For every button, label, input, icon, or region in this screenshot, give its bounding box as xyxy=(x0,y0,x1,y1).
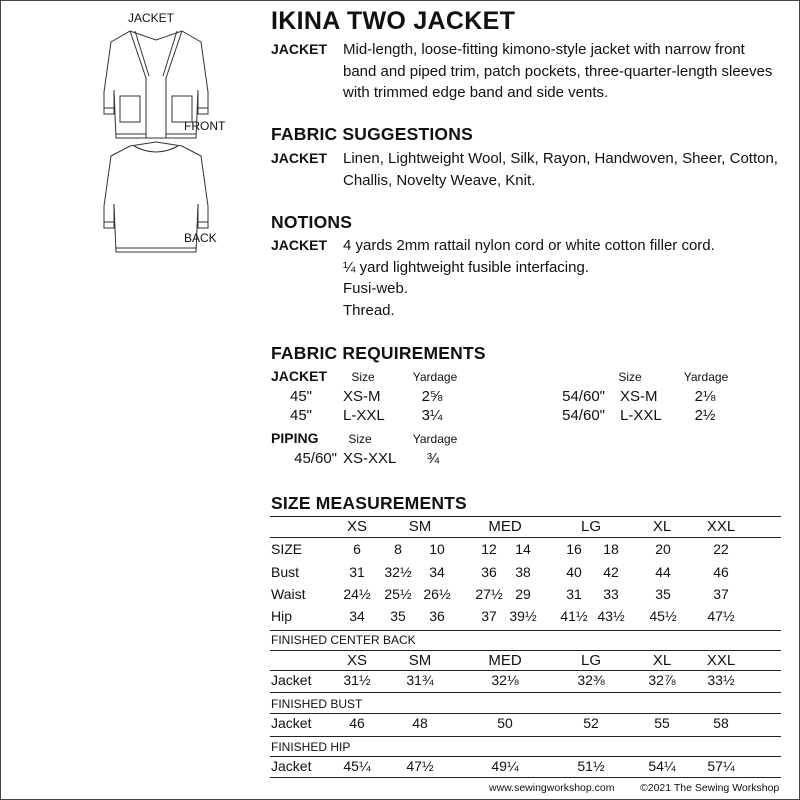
table-cell: 34 xyxy=(429,564,445,580)
table-cell: 42 xyxy=(603,564,619,580)
table-cell: 34 xyxy=(349,608,365,624)
table-rule xyxy=(270,756,781,757)
fabric-width: 45" xyxy=(289,388,312,405)
table-cell: 33 xyxy=(603,586,619,602)
table-cell: 25½ xyxy=(384,586,412,602)
fabric-suggestions-text: Linen, Lightweight Wool, Silk, Rayon, Handwoven, Sheer, Cotton, Challis, Novelty Weave, Knit. xyxy=(343,150,778,189)
size-group-label: XXL xyxy=(706,518,736,535)
fabric-width: 54/60" xyxy=(562,407,605,424)
table-cell: 6 xyxy=(353,541,361,557)
table-cell: 47½ xyxy=(406,758,434,774)
table-cell: 38 xyxy=(515,564,531,580)
description-label: JACKET xyxy=(271,41,328,57)
table-cell: 22 xyxy=(713,541,729,557)
fabric-yardage: 3¼ xyxy=(421,407,443,424)
size-group-label: MED xyxy=(488,518,522,535)
size-column-header: Size xyxy=(351,370,375,384)
table-cell: 36 xyxy=(481,564,497,580)
table-rule xyxy=(270,692,781,693)
table-cell: 58 xyxy=(713,715,729,731)
size-group-label: SM xyxy=(408,652,432,669)
table-cell: 49¼ xyxy=(491,758,519,774)
table-cell: 45½ xyxy=(649,608,677,624)
size-group-label: XXL xyxy=(706,652,736,669)
size-group-label: SM xyxy=(408,518,432,535)
table-cell: 48 xyxy=(412,715,428,731)
piping-size: XS-XXL xyxy=(343,450,397,467)
table-rule xyxy=(270,516,781,517)
row-label: Waist xyxy=(271,586,306,602)
table-rule xyxy=(270,537,781,538)
table-rule xyxy=(270,650,781,651)
table-cell: 51½ xyxy=(577,758,605,774)
table-cell: 57¼ xyxy=(707,758,735,774)
table-cell: 31 xyxy=(349,564,365,580)
table-cell: 31 xyxy=(566,586,582,602)
table-cell: 39½ xyxy=(509,608,537,624)
notions-label: JACKET xyxy=(271,237,328,253)
description-text: Mid-length, loose-fitting kimono-style jacket with narrow front band and piped trim, patch pockets, three-quarter-length sleeves with trimmed edge band and side vents. xyxy=(343,41,773,101)
table-cell: 32⅜ xyxy=(577,672,605,688)
fabric-size: XS-M xyxy=(620,388,658,405)
table-rule xyxy=(270,630,781,631)
size-column-header: Size xyxy=(348,432,372,446)
table-cell: 14 xyxy=(515,541,531,557)
piping-label: PIPING xyxy=(271,430,319,446)
fabric-yardage: 2½ xyxy=(694,407,716,424)
table-cell: 16 xyxy=(566,541,582,557)
back-view-label: BACK xyxy=(184,231,217,245)
table-cell: 44 xyxy=(655,564,671,580)
fabric-suggestions-heading: FABRIC SUGGESTIONS xyxy=(271,124,473,144)
table-cell: 33½ xyxy=(707,672,735,688)
table-cell: 26½ xyxy=(423,586,451,602)
row-label: Jacket xyxy=(271,715,312,731)
fabric-size: L-XXL xyxy=(620,407,662,424)
jacket-illustration-label: JACKET xyxy=(128,11,175,25)
table-cell: 52 xyxy=(583,715,599,731)
table-cell: 8 xyxy=(394,541,402,557)
fabric-width: 45" xyxy=(289,407,312,424)
finished-bust-heading: FINISHED BUST xyxy=(271,697,363,711)
size-group-label: LG xyxy=(580,652,602,669)
table-cell: 54¼ xyxy=(648,758,676,774)
finished-hip-heading: FINISHED HIP xyxy=(271,740,351,754)
size-group-label: XS xyxy=(346,652,368,669)
table-cell: 55 xyxy=(654,715,670,731)
notions-heading: NOTIONS xyxy=(271,212,353,232)
size-group-label: MED xyxy=(488,652,522,669)
table-cell: 32⅛ xyxy=(491,672,519,688)
size-measurements-heading: SIZE MEASUREMENTS xyxy=(271,493,467,513)
table-cell: 27½ xyxy=(475,586,503,602)
front-view-label: FRONT xyxy=(184,119,226,133)
fabric-requirements-jacket-label: JACKET xyxy=(271,368,328,384)
row-label: Bust xyxy=(271,564,300,580)
table-rule xyxy=(270,670,781,671)
piping-yardage: ¾ xyxy=(426,450,440,467)
table-cell: 24½ xyxy=(343,586,371,602)
row-label: Jacket xyxy=(271,758,312,774)
notions-list: 4 yards 2mm rattail nylon cord or white cotton filler cord. ¼ yard lightweight fusible interfacing. Fusi-web. Thread. xyxy=(343,237,715,319)
piping-width: 45/60" xyxy=(294,450,337,467)
table-cell: 36 xyxy=(429,608,445,624)
table-cell: 46 xyxy=(713,564,729,580)
website-link[interactable]: www.sewingworkshop.com xyxy=(489,782,615,794)
yardage-column-header: Yardage xyxy=(412,432,458,446)
size-column-header: Size xyxy=(618,370,642,384)
table-rule xyxy=(270,713,781,714)
table-cell: 37 xyxy=(481,608,497,624)
row-label: Hip xyxy=(271,608,293,624)
fabric-size: XS-M xyxy=(343,388,381,405)
fabric-suggestions-label: JACKET xyxy=(271,150,328,166)
size-group-label: XS xyxy=(346,518,368,535)
fabric-width: 54/60" xyxy=(562,388,605,405)
table-cell: 46 xyxy=(349,715,365,731)
fabric-yardage: 2⅛ xyxy=(694,388,716,405)
size-group-label: LG xyxy=(580,518,602,535)
table-rule xyxy=(270,777,781,778)
fabric-yardage: 2⅝ xyxy=(421,388,443,405)
table-cell: 35 xyxy=(655,586,671,602)
table-cell: 29 xyxy=(515,586,531,602)
copyright-text: ©2021 The Sewing Workshop xyxy=(640,782,780,794)
table-cell: 32⅞ xyxy=(648,672,676,688)
table-cell: 45¼ xyxy=(343,758,371,774)
table-cell: 41½ xyxy=(560,608,588,624)
table-cell: 20 xyxy=(655,541,671,557)
row-label: SIZE xyxy=(271,541,303,557)
table-cell: 18 xyxy=(603,541,619,557)
table-cell: 12 xyxy=(481,541,497,557)
finished-center-back-heading: FINISHED CENTER BACK xyxy=(271,633,416,647)
table-cell: 50 xyxy=(497,715,513,731)
page-title: IKINA TWO JACKET xyxy=(271,7,516,35)
fabric-size: L-XXL xyxy=(343,407,385,424)
table-cell: 47½ xyxy=(707,608,735,624)
size-group-label: XL xyxy=(652,652,672,669)
fabric-requirements-heading: FABRIC REQUIREMENTS xyxy=(271,343,486,363)
table-rule xyxy=(270,736,781,737)
table-cell: 31¾ xyxy=(406,672,434,688)
yardage-column-header: Yardage xyxy=(683,370,729,384)
table-cell: 35 xyxy=(390,608,406,624)
table-cell: 37 xyxy=(713,586,729,602)
row-label: Jacket xyxy=(271,672,312,688)
table-cell: 40 xyxy=(566,564,582,580)
table-cell: 43½ xyxy=(597,608,625,624)
size-group-label: XL xyxy=(652,518,672,535)
table-cell: 32½ xyxy=(384,564,412,580)
yardage-column-header: Yardage xyxy=(412,370,458,384)
table-cell: 10 xyxy=(429,541,445,557)
table-cell: 31½ xyxy=(343,672,371,688)
